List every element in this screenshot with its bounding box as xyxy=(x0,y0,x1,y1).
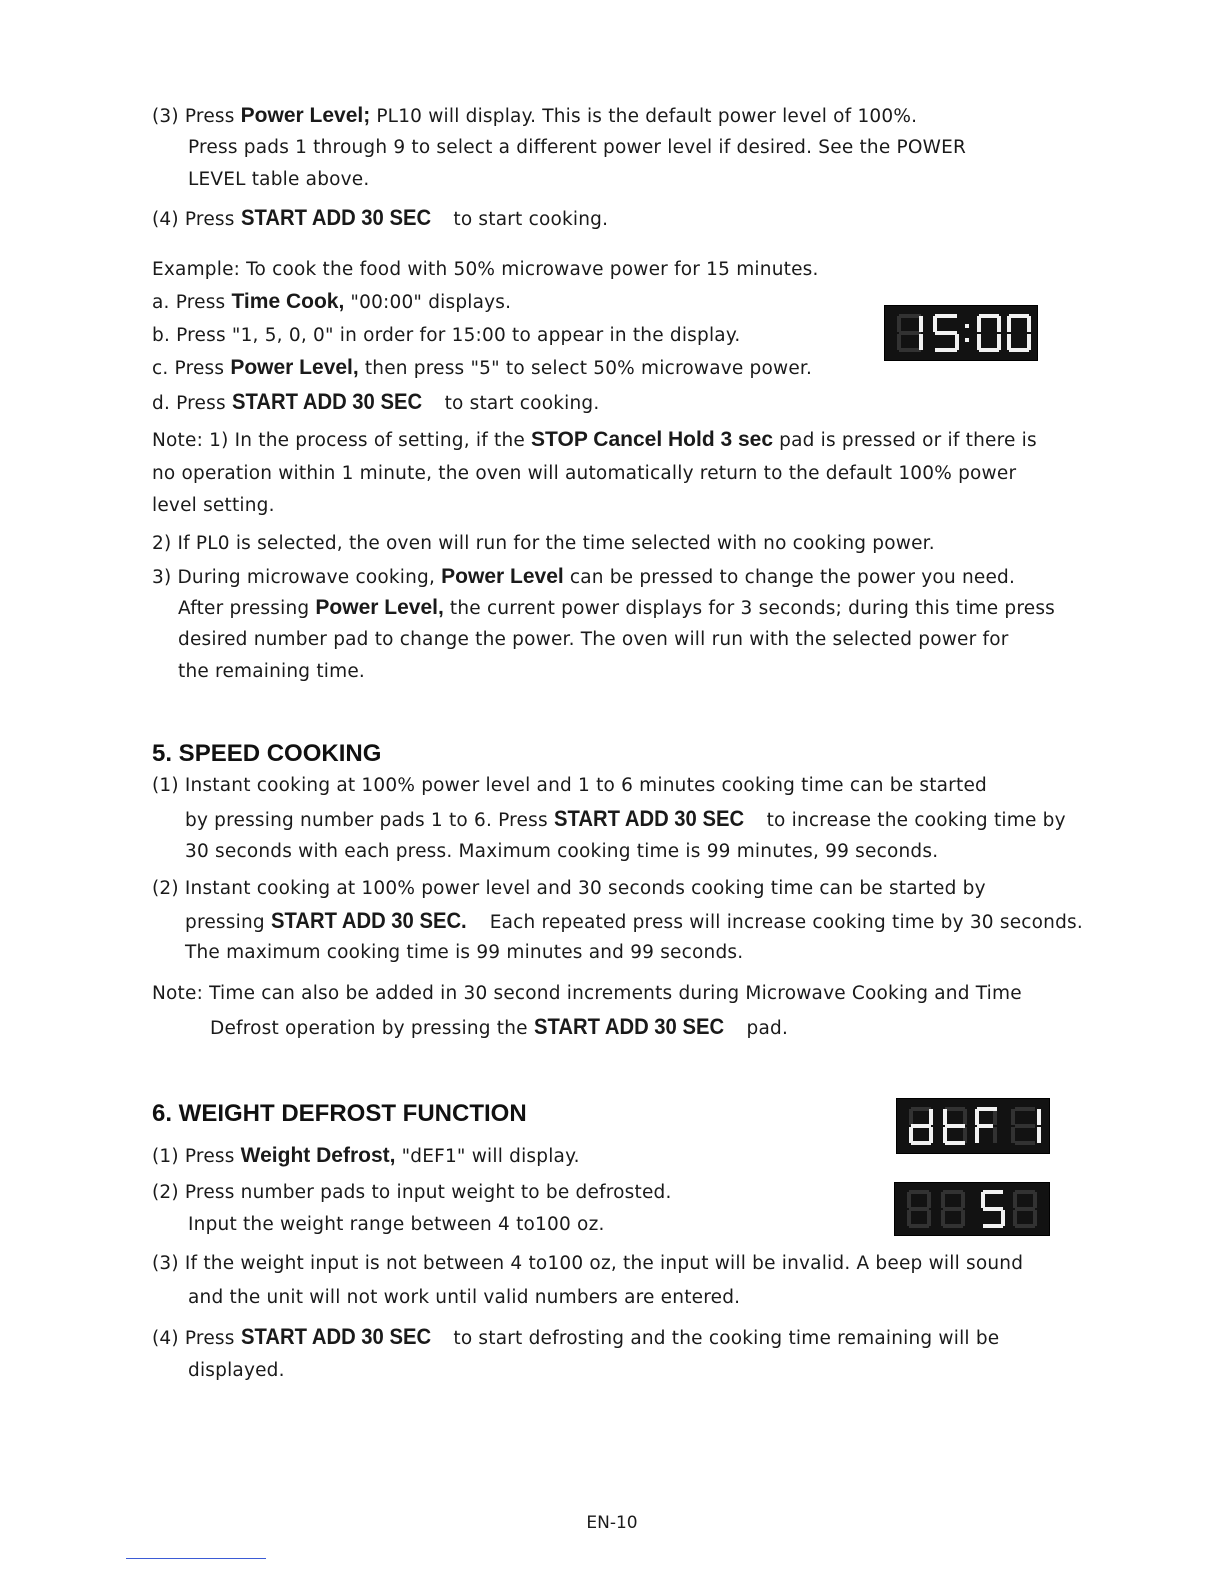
defrost-4-label: (4) Press xyxy=(152,1328,235,1349)
speed-1-text-end: to increase the cooking time by xyxy=(766,810,1066,831)
example-c-label: c. Press xyxy=(152,358,225,379)
time-cook-keyword: Time Cook, xyxy=(231,290,345,313)
note-1-line2: no operation within 1 minute, the oven will automatically return to the default 100% power xyxy=(152,463,1017,484)
start-keyword: START ADD 30 SEC. xyxy=(270,908,467,933)
note-1-text-end: pad is pressed or if there is xyxy=(779,430,1037,451)
defrost-4-line1 xyxy=(152,1325,999,1351)
start-keyword: START ADD 30 SEC xyxy=(553,806,744,831)
start-keyword: START ADD 30 SEC xyxy=(240,1324,431,1349)
example-intro: Example: To cook the food with 50% microwave power for 15 minutes. xyxy=(152,259,819,280)
example-a-text: "00:00" displays. xyxy=(350,292,512,313)
note-3-line3: desired number pad to change the power. The oven will run with the selected power for xyxy=(178,629,1009,650)
stop-cancel-keyword: STOP Cancel Hold 3 sec xyxy=(531,428,774,451)
note-3-line2-text-end: the current power displays for 3 seconds; during this time press xyxy=(449,598,1056,619)
defrost-1-label: (1) Press xyxy=(152,1146,235,1167)
note-1-line1 xyxy=(152,428,1037,453)
speed-2-text-end: Each repeated press will increase cooking time by 30 seconds. xyxy=(489,912,1083,933)
defrost-3-line1: (3) If the weight input is not between 4 to100 oz, the input will be invalid. A beep will sound xyxy=(152,1253,1024,1274)
power-level-keyword: Power Level xyxy=(441,565,564,588)
lcd-defrost-digits xyxy=(897,1099,1049,1153)
speed-1-text: by pressing number pads 1 to 6. Press xyxy=(185,810,548,831)
lcd-display-weight xyxy=(894,1182,1050,1236)
speed-1-line2 xyxy=(185,807,1066,833)
weight-defrost-keyword: Weight Defrost, xyxy=(240,1144,396,1167)
start-keyword: START ADD 30 SEC xyxy=(533,1014,724,1039)
defrost-1-line xyxy=(152,1144,580,1169)
defrost-4-text: to start defrosting and the cooking time remaining will be xyxy=(453,1328,1000,1349)
step4-text: to start cooking. xyxy=(453,209,609,230)
speed-1-line3: 30 seconds with each press. Maximum cooking time is 99 minutes, 99 seconds. xyxy=(185,841,939,862)
power-level-keyword: Power Level; xyxy=(240,104,371,127)
page-number: EN-10 xyxy=(586,1513,638,1533)
example-d-text: to start cooking. xyxy=(444,393,600,414)
speed-note-text: Defrost operation by pressing the xyxy=(210,1018,528,1039)
speed-note-line1: Note: Time can also be added in 30 second increments during Microwave Cooking and Time xyxy=(152,983,1022,1004)
note-3-text-end: can be pressed to change the power you need. xyxy=(569,567,1016,588)
defrost-4-line2: displayed. xyxy=(188,1360,285,1381)
lcd-time-digits xyxy=(885,306,1037,360)
note-1-text: Note: 1) In the process of setting, if the xyxy=(152,430,525,451)
speed-2-line1: (2) Instant cooking at 100% power level and 30 seconds cooking time can be started by xyxy=(152,878,986,899)
example-c-text: then press "5" to select 50% microwave power. xyxy=(364,358,813,379)
step3-line2: Press pads 1 through 9 to select a different power level if desired. See the POWER xyxy=(188,137,967,158)
example-a-label: a. Press xyxy=(152,292,226,313)
start-keyword: START ADD 30 SEC xyxy=(240,205,431,230)
example-step-b: b. Press "1, 5, 0, 0" in order for 15:00 to appear in the display. xyxy=(152,325,741,346)
note-3-line1 xyxy=(152,565,1015,590)
step4-line xyxy=(152,206,608,232)
example-step-d xyxy=(152,390,599,416)
note-2: 2) If PL0 is selected, the oven will run for the time selected with no cooking power. xyxy=(152,533,935,554)
step3-label: (3) Press xyxy=(152,106,235,127)
defrost-1-text: "dEF1" will display. xyxy=(401,1146,580,1167)
defrost-2-line2: Input the weight range between 4 to100 oz. xyxy=(188,1214,605,1235)
defrost-3-line2: and the unit will not work until valid numbers are entered. xyxy=(188,1287,741,1308)
speed-2-line3: The maximum cooking time is 99 minutes and 99 seconds. xyxy=(185,942,744,963)
note-1-line3: level setting. xyxy=(152,495,275,516)
speed-cooking-heading: 5. SPEED COOKING xyxy=(152,740,382,767)
speed-note-line2 xyxy=(210,1015,788,1041)
step3-line3: LEVEL table above. xyxy=(188,169,370,190)
note-3-line4: the remaining time. xyxy=(178,661,366,682)
example-d-label: d. Press xyxy=(152,393,226,414)
lcd-weight-digits xyxy=(895,1183,1049,1235)
step3-text: PL10 will display. This is the default power level of 100%. xyxy=(376,106,918,127)
footer-rule xyxy=(126,1558,266,1559)
power-level-keyword: Power Level, xyxy=(315,596,444,619)
note-3-line2 xyxy=(178,596,1055,621)
note-3-line2-text: After pressing xyxy=(178,598,310,619)
defrost-2-line1: (2) Press number pads to input weight to be defrosted. xyxy=(152,1182,672,1203)
note-3-text: 3) During microwave cooking, xyxy=(152,567,436,588)
speed-1-line1: (1) Instant cooking at 100% power level and 1 to 6 minutes cooking time can be started xyxy=(152,775,987,796)
speed-note-text-end: pad. xyxy=(746,1018,789,1039)
weight-defrost-heading: 6. WEIGHT DEFROST FUNCTION xyxy=(152,1100,527,1127)
speed-2-line2 xyxy=(185,909,1083,935)
speed-2-text: pressing xyxy=(185,912,265,933)
example-step-a xyxy=(152,290,511,315)
power-level-keyword: Power Level, xyxy=(230,356,359,379)
step4-label: (4) Press xyxy=(152,209,235,230)
start-keyword: START ADD 30 SEC xyxy=(231,389,422,414)
lcd-display-defrost xyxy=(896,1098,1050,1154)
lcd-display-time xyxy=(884,305,1038,361)
example-step-c xyxy=(152,356,812,381)
step3-line1 xyxy=(152,104,917,129)
